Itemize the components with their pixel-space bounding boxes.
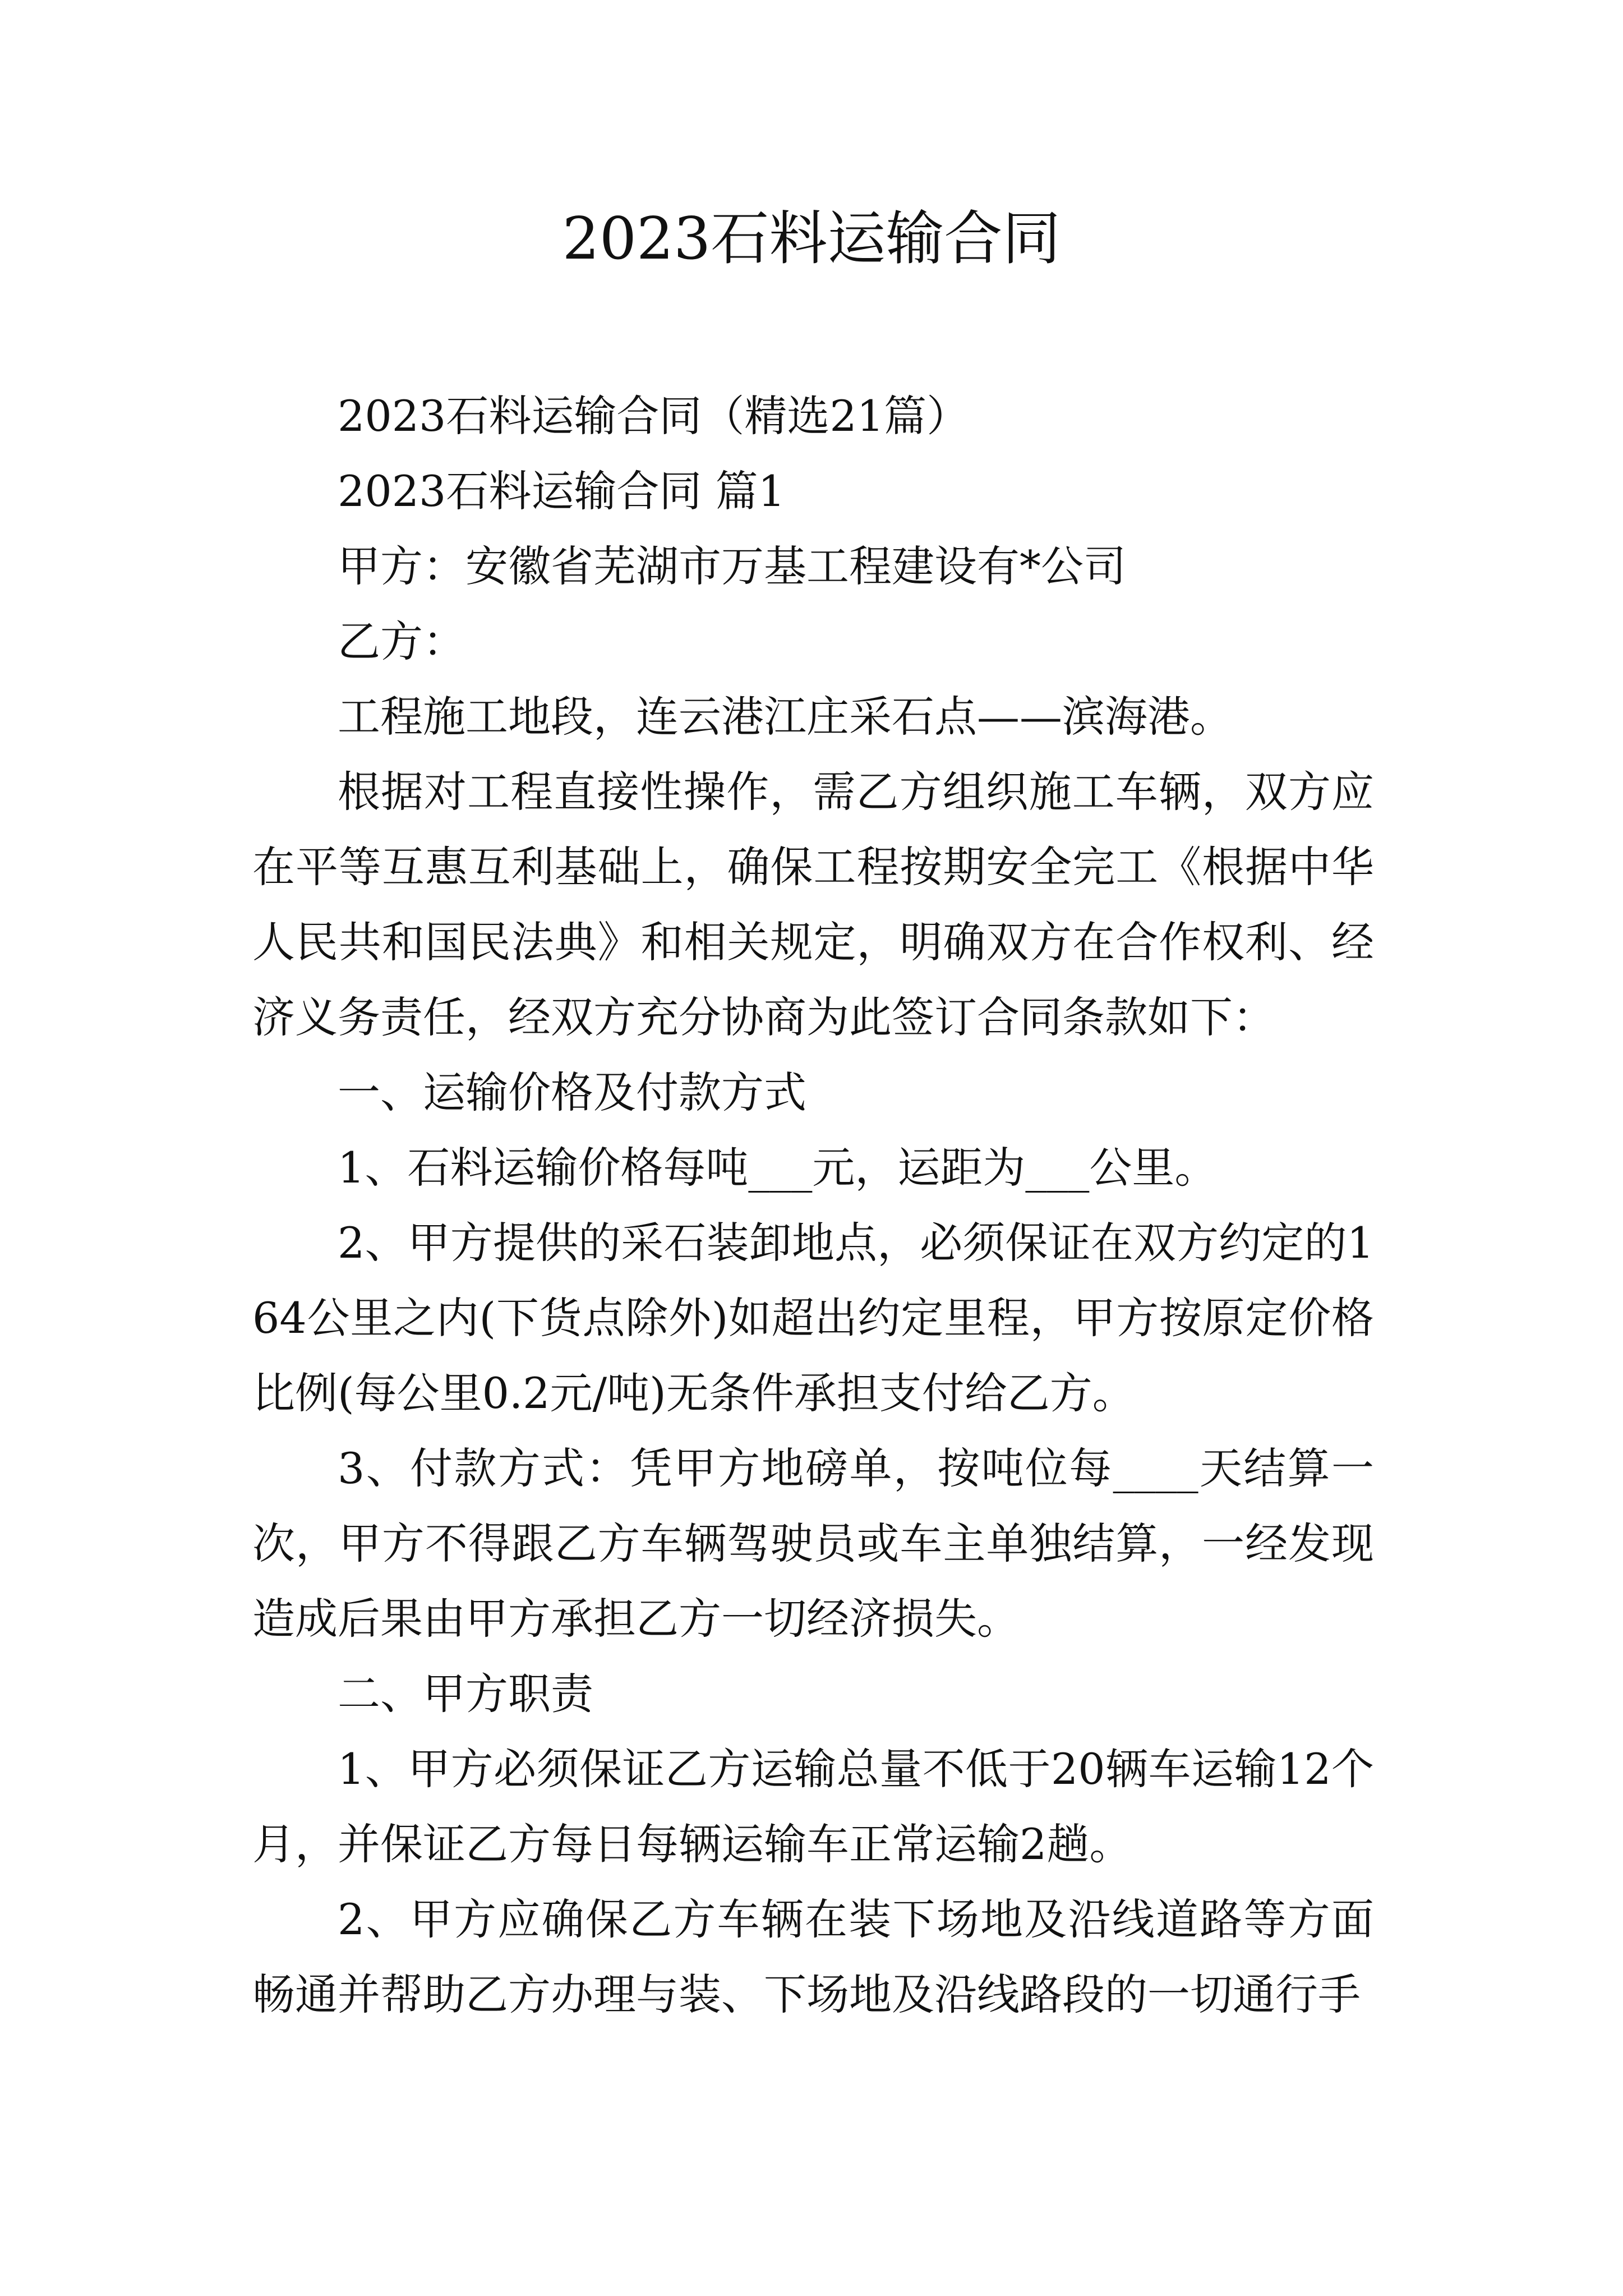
clause-2-2: 2、甲方应确保乙方车辆在装下场地及沿线道路等方面畅通并帮助乙方办理与装、下场地及沿线路段的一切通行手 xyxy=(252,1894,1374,2019)
preamble-paragraph: 根据对工程直接性操作，需乙方组织施工车辆，双方应在平等互惠互利基础上，确保工程按期安全完工《根据中华人民共和国民法典》和相关规定，明确双方在合作权利、经济义务责任，经双方充分协商为此签订合同条款如下： xyxy=(252,767,1374,1042)
clause-heading-1: 一、运输价格及付款方式 xyxy=(338,1068,806,1117)
party-a-line: 甲方：安徽省芜湖市万基工程建设有*公司 xyxy=(338,541,1126,591)
construction-site-paragraph: 工程施工地段，连云港江庄采石点——滨海港。 xyxy=(338,692,1233,742)
party-b-line: 乙方： xyxy=(338,616,465,666)
clause-heading-2: 二、甲方职责 xyxy=(338,1669,593,1719)
document-body xyxy=(252,379,1374,2032)
document-title: 2023石料运输合同 xyxy=(562,204,1061,273)
clause-1-3: 3、付款方式：凭甲方地磅单，按吨位每____天结算一次，甲方不得跟乙方车辆驾驶员或车主单独结算，一经发现造成后果由甲方承担乙方一切经济损失。 xyxy=(252,1443,1374,1644)
clause-2-1: 1、甲方必须保证乙方运输总量不低于20辆车运输12个月，并保证乙方每日每辆运输车正常运输2趟。 xyxy=(252,1744,1374,1869)
clause-1-2: 2、甲方提供的采石装卸地点，必须保证在双方约定的164公里之内(下货点除外)如超出约定里程，甲方按原定价格比例(每公里0.2元/吨)无条件承担支付给乙方。 xyxy=(252,1218,1374,1418)
subtitle-paragraph: 2023石料运输合同（精选21篇） xyxy=(338,391,970,441)
section-heading-part-1: 2023石料运输合同 篇1 xyxy=(338,466,785,516)
clause-1-1: 1、石料运输价格每吨___元，运距为___公里。 xyxy=(338,1143,1218,1193)
